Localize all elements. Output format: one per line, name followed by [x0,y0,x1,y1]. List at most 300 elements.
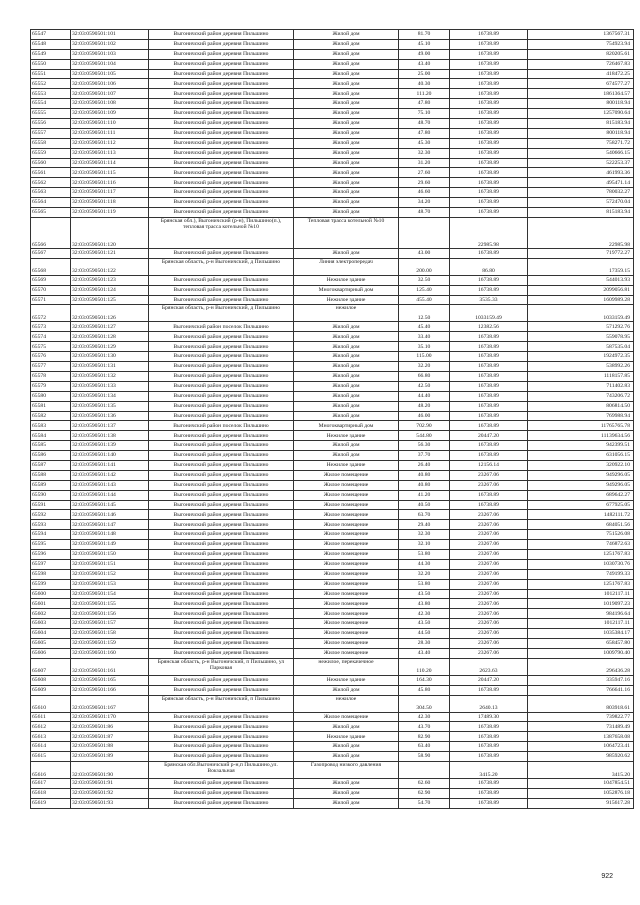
unit-value-cell: 16738.89 [450,188,528,198]
table-row [31,470,634,480]
area-cell: 46.00 [399,411,450,421]
address-cell: Выгоничский район деревня Пильшино [149,500,294,510]
cadastral-value-cell: 1009790.40 [528,648,634,658]
area-cell: 40.80 [399,480,450,490]
address-cell: Выгоничский район деревня Пильшино [149,362,294,372]
record-number-cell: 65569 [31,275,71,285]
table-row [31,779,634,789]
cadastral-value-cell: 461993.36 [528,168,634,178]
cadastral-number-cell: 32:03:0590501:123 [71,275,149,285]
area-cell: 44.40 [399,391,450,401]
cadastral-value-cell: 1033159.49 [528,305,634,322]
unit-value-cell: 16738.89 [450,342,528,352]
unit-value-cell: 16738.89 [450,401,528,411]
area-cell: 66.80 [399,371,450,381]
unit-value-cell: 23267.06 [450,599,528,609]
cadastral-number-cell: 32:03:0590501:156 [71,609,149,619]
cadastral-value-cell: 540666.15 [528,148,634,158]
cadastral-value-cell: 1387658.08 [528,732,634,742]
table-row [31,381,634,391]
address-cell: Выгоничский район деревня Пильшино [149,675,294,685]
cadastral-number-cell: 32:03:0590501:144 [71,490,149,500]
table-row [31,762,634,779]
address-cell: Выгоничский район деревня Пильшино [149,629,294,639]
object-type-cell: Жилое помещение [294,638,399,648]
table-row [31,69,634,79]
table-row [31,411,634,421]
cadastral-value-cell: 751526.08 [528,530,634,540]
unit-value-cell: 2623.63 [450,658,528,675]
address-cell: Выгоничский район деревня Пильшино [149,411,294,421]
cadastral-value-cell: 11765765.78 [528,421,634,431]
object-type-cell: Жилой дом [294,49,399,59]
unit-value-cell: 23267.06 [450,480,528,490]
table-row [31,49,634,59]
area-cell: 455.40 [399,295,450,305]
object-type-cell: Жилой дом [294,685,399,695]
unit-value-cell: 16738.89 [450,119,528,129]
object-type-cell: Нежилое здание [294,732,399,742]
address-cell: Выгоничский район деревня Пильшино [149,460,294,470]
area-cell: 29.60 [399,178,450,188]
area-cell: 53.80 [399,549,450,559]
area-cell: 28.30 [399,638,450,648]
cadastral-number-cell: 32:03:0590501:86 [71,722,149,732]
cadastral-value-cell: 522253.37 [528,158,634,168]
record-number-cell: 65558 [31,138,71,148]
object-type-cell: Нежилое здание [294,460,399,470]
cadastral-value-cell: 1035384.17 [528,629,634,639]
cadastral-number-cell: 32:03:0590501:108 [71,99,149,109]
cadastral-number-cell: 32:03:0590501:159 [71,638,149,648]
unit-value-cell: 23267.06 [450,510,528,520]
cadastral-value-cell: 985920.62 [528,752,634,762]
unit-value-cell: 16738.89 [450,275,528,285]
address-cell: Выгоничский район деревня Пильшино [149,470,294,480]
record-number-cell: 65580 [31,391,71,401]
unit-value-cell: 16738.89 [450,381,528,391]
table-row [31,99,634,109]
object-type-cell: Жилой дом [294,119,399,129]
record-number-cell: 65578 [31,371,71,381]
unit-value-cell: 16738.89 [450,128,528,138]
object-type-cell: Жилой дом [294,30,399,40]
cadastral-number-cell: 32:03:0590501:88 [71,742,149,752]
table-row [31,510,634,520]
unit-value-cell: 16738.89 [450,332,528,342]
table-row [31,39,634,49]
cadastral-value-cell: 559078.95 [528,332,634,342]
object-type-cell: Жилое помещение [294,530,399,540]
area-cell: 29.40 [399,520,450,530]
record-number-cell: 65575 [31,342,71,352]
object-type-cell: Жилое помещение [294,470,399,480]
address-cell: Выгоничский район деревня Пильшино [149,490,294,500]
cadastral-value-cell: 1118157.85 [528,371,634,381]
object-type-cell: Жилой дом [294,411,399,421]
cadastral-value-cell: 800118.94 [528,128,634,138]
cadastral-value-cell: 815183.94 [528,208,634,218]
cadastral-value-cell: 320922.10 [528,460,634,470]
cadastral-number-cell: 32:03:0590501:93 [71,798,149,808]
record-number-cell: 65601 [31,599,71,609]
object-type-cell: Жилой дом [294,779,399,789]
address-cell: Выгоничский район деревня Пильшино [149,391,294,401]
address-cell: Выгоничский район деревня Пильшино [149,138,294,148]
table-row [31,208,634,218]
area-cell: 40.30 [399,79,450,89]
address-cell: Выгоничский район деревня Пильшино [149,119,294,129]
table-row [31,119,634,129]
object-type-cell: Жилой дом [294,138,399,148]
table-row [31,128,634,138]
object-type-cell: Многоквартирный дом [294,421,399,431]
cadastral-number-cell: 32:03:0590501:89 [71,752,149,762]
unit-value-cell: 23267.06 [450,540,528,550]
cadastral-number-cell: 32:03:0590501:145 [71,500,149,510]
address-cell: Выгоничский район деревня Пильшино [149,178,294,188]
cadastral-value-cell: 1251767.83 [528,579,634,589]
record-number-cell: 65552 [31,79,71,89]
cadastral-value-cell: 1609989.28 [528,295,634,305]
object-type-cell: Жилой дом [294,752,399,762]
address-cell: Брянская область, р-н Выгоничский, д Пильшино [149,305,294,322]
record-number-cell: 65561 [31,168,71,178]
object-type-cell: Жилое помещение [294,599,399,609]
address-cell: Выгоничский район деревня Пильшино [149,332,294,342]
address-cell: Выгоничский район деревня Пильшино [149,619,294,629]
cadastral-number-cell: 32:03:0590501:154 [71,589,149,599]
unit-value-cell: 16738.89 [450,79,528,89]
record-number-cell: 65615 [31,752,71,762]
cadastral-number-cell: 32:03:0590501:147 [71,520,149,530]
object-type-cell: Жилое помещение [294,500,399,510]
cadastral-number-cell: 32:03:0590501:104 [71,59,149,69]
cadastral-value-cell: 1861364.57 [528,89,634,99]
unit-value-cell: 16738.89 [450,685,528,695]
record-number-cell: 65572 [31,305,71,322]
table-row [31,148,634,158]
unit-value-cell: 16738.89 [450,39,528,49]
cadastral-number-cell: 32:03:0590501:132 [71,371,149,381]
cadastral-value-cell: 1251767.83 [528,549,634,559]
cadastral-value-cell: 3415.20 [528,762,634,779]
cadastral-number-cell: 32:03:0590501:120 [71,217,149,248]
cadastral-number-cell: 32:03:0590501:91 [71,779,149,789]
object-type-cell: Жилой дом [294,391,399,401]
cadastral-number-cell: 32:03:0590501:90 [71,762,149,779]
cadastral-value-cell: 803918.61 [528,695,634,712]
table-row [31,342,634,352]
record-number-cell: 65619 [31,798,71,808]
cadastral-number-cell: 32:03:0590501:128 [71,332,149,342]
address-cell: Выгоничский район деревня Пильшино [149,638,294,648]
object-type-cell: Жилой дом [294,109,399,119]
address-cell: Выгоничский район деревня Пильшино [149,79,294,89]
area-cell: 45.40 [399,322,450,332]
area-cell: 44.50 [399,629,450,639]
area-cell: 164.30 [399,675,450,685]
cadastral-value-cell: 538992.26 [528,362,634,372]
area-cell: 42.30 [399,712,450,722]
address-cell: Выгоничский район деревня Пильшино [149,779,294,789]
address-cell: Брянская область, р-н Выгоничский, п Пильшино [149,695,294,712]
address-cell: Выгоничский район деревня Пильшино [149,441,294,451]
area-cell: 43.70 [399,722,450,732]
address-cell: Брянская область, р-н Выгоничский, д Пильшино [149,258,294,275]
address-cell: Выгоничский район деревня Пильшино [149,371,294,381]
object-type-cell: Жилой дом [294,158,399,168]
cadastral-value-cell: 2099056.81 [528,285,634,295]
page-number: 922 [601,873,613,880]
area-cell: 702.90 [399,421,450,431]
object-type-cell: Жилое помещение [294,712,399,722]
record-number-cell: 65582 [31,411,71,421]
table-row [31,158,634,168]
unit-value-cell: 23267.06 [450,619,528,629]
table-row [31,629,634,639]
unit-value-cell: 16738.89 [450,371,528,381]
table-row [31,451,634,461]
area-cell: 32.20 [399,362,450,372]
unit-value-cell: 23267.06 [450,530,528,540]
area-cell: 26.40 [399,460,450,470]
table-body [31,30,634,809]
unit-value-cell: 23267.06 [450,589,528,599]
address-cell: Выгоничский район деревня Пильшино [149,30,294,40]
record-number-cell: 65570 [31,285,71,295]
cadastral-value-cell: 754923.94 [528,39,634,49]
address-cell: Выгоничский район деревня Пильшино [149,285,294,295]
object-type-cell: Жилое помещение [294,510,399,520]
table-row [31,712,634,722]
table-row [31,798,634,808]
area-cell: 62.60 [399,779,450,789]
address-cell: Выгоничский район деревня Пильшино [149,648,294,658]
object-type-cell: Жилой дом [294,722,399,732]
record-number-cell: 65579 [31,381,71,391]
cadastral-value-cell: 719772.27 [528,248,634,258]
record-number-cell: 65571 [31,295,71,305]
unit-value-cell: 23267.06 [450,629,528,639]
record-number-cell: 65559 [31,148,71,158]
object-type-cell: Жилой дом [294,178,399,188]
unit-value-cell: 23267.06 [450,559,528,569]
unit-value-cell: 16738.89 [450,421,528,431]
cadastral-value-cell: 631056.15 [528,451,634,461]
table-row [31,722,634,732]
unit-value-cell: 20447.20 [450,431,528,441]
table-row [31,89,634,99]
cadastral-value-cell: 1019097.23 [528,599,634,609]
object-type-cell: Газопровод низкого давления [294,762,399,779]
area-cell: 37.70 [399,451,450,461]
cadastral-value-cell: 766641.16 [528,685,634,695]
unit-value-cell: 2640.13 [450,695,528,712]
object-type-cell: Жилой дом [294,168,399,178]
object-type-cell: Жилой дом [294,332,399,342]
unit-value-cell: 16738.89 [450,138,528,148]
address-cell: Выгоничский район деревня Пильшино [149,798,294,808]
unit-value-cell: 16738.89 [450,451,528,461]
cadastral-value-cell: 749199.33 [528,569,634,579]
record-number-cell: 65554 [31,99,71,109]
object-type-cell: Жилое помещение [294,520,399,530]
table-row [31,638,634,648]
record-number-cell: 65551 [31,69,71,79]
object-type-cell: Жилой дом [294,39,399,49]
table-row [31,675,634,685]
area-cell: 47.80 [399,99,450,109]
object-type-cell: Жилой дом [294,401,399,411]
cadastral-number-cell: 32:03:0590501:141 [71,460,149,470]
table-row [31,59,634,69]
cadastral-number-cell: 32:03:0590501:165 [71,675,149,685]
object-type-cell: Жилой дом [294,248,399,258]
table-row [31,138,634,148]
table-row [31,401,634,411]
table-row [31,421,634,431]
record-number-cell: 65568 [31,258,71,275]
cadastral-number-cell: 32:03:0590501:150 [71,549,149,559]
table-row [31,168,634,178]
address-cell: Выгоничский район деревня Пильшино [149,188,294,198]
address-cell: Брянская область, р-н Выгоничский, п Пильшино, ул Парковая [149,658,294,675]
address-cell: Выгоничский район деревня Пильшино [149,381,294,391]
record-number-cell: 65574 [31,332,71,342]
unit-value-cell: 16738.89 [450,285,528,295]
object-type-cell: Жилой дом [294,59,399,69]
cadastral-value-cell: 984196.64 [528,609,634,619]
object-type-cell: Жилой дом [294,441,399,451]
unit-value-cell: 23267.06 [450,638,528,648]
object-type-cell: Жилой дом [294,208,399,218]
table-row [31,540,634,550]
record-number-cell: 65549 [31,49,71,59]
cadastral-number-cell: 32:03:0590501:121 [71,248,149,258]
cadastral-value-cell: 1482111.72 [528,510,634,520]
area-cell: 125.40 [399,285,450,295]
object-type-cell: Жилой дом [294,381,399,391]
area-cell: 31.20 [399,158,450,168]
record-number-cell: 65596 [31,549,71,559]
cadastral-number-cell: 32:03:0590501:143 [71,480,149,490]
record-number-cell: 65608 [31,675,71,685]
area-cell: 304.50 [399,695,450,712]
cadastral-number-cell: 32:03:0590501:148 [71,530,149,540]
unit-value-cell: 17489.30 [450,712,528,722]
cadastral-number-cell: 32:03:0590501:138 [71,431,149,441]
record-number-cell: 65611 [31,712,71,722]
table-row [31,248,634,258]
unit-value-cell: 12382.56 [450,322,528,332]
cadastral-number-cell: 32:03:0590501:135 [71,401,149,411]
cadastral-number-cell: 32:03:0590501:117 [71,188,149,198]
table-row [31,371,634,381]
table-row [31,579,634,589]
area-cell: 43.40 [399,59,450,69]
record-number-cell: 65594 [31,530,71,540]
record-number-cell: 65567 [31,248,71,258]
table-row [31,188,634,198]
record-number-cell: 65566 [31,217,71,248]
table-row [31,658,634,675]
address-cell: Выгоничский район деревня Пильшино [149,89,294,99]
unit-value-cell: 22985.98 [450,217,528,248]
object-type-cell: Жилое помещение [294,629,399,639]
object-type-cell: Жилой дом [294,798,399,808]
cadastral-value-cell: 1047854.51 [528,779,634,789]
cadastral-value-cell: 587535.04 [528,342,634,352]
record-number-cell: 65565 [31,208,71,218]
unit-value-cell: 16738.89 [450,732,528,742]
table-row [31,520,634,530]
cadastral-number-cell: 32:03:0590501:127 [71,322,149,332]
record-number-cell: 65586 [31,451,71,461]
record-number-cell: 65550 [31,59,71,69]
table-row [31,530,634,540]
table-row [31,285,634,295]
area-cell: 43.00 [399,248,450,258]
cadastral-number-cell: 32:03:0590501:136 [71,411,149,421]
property-register-table [30,29,634,809]
cadastral-number-cell: 32:03:0590501:110 [71,119,149,129]
table-row [31,609,634,619]
unit-value-cell: 16738.89 [450,30,528,40]
area-cell: 32.10 [399,540,450,550]
cadastral-number-cell: 32:03:0590501:149 [71,540,149,550]
cadastral-value-cell: 769988.94 [528,411,634,421]
record-number-cell: 65590 [31,490,71,500]
table-row [31,695,634,712]
record-number-cell: 65563 [31,188,71,198]
area-cell: 75.10 [399,109,450,119]
object-type-cell: Жилой дом [294,371,399,381]
cadastral-value-cell: 544013.93 [528,275,634,285]
table-row [31,732,634,742]
record-number-cell: 65613 [31,732,71,742]
cadastral-value-cell: 1012117.11 [528,619,634,629]
unit-value-cell: 1033159.49 [450,305,528,322]
cadastral-value-cell: 689642.27 [528,490,634,500]
unit-value-cell: 16738.89 [450,248,528,258]
cadastral-number-cell: 32:03:0590501:139 [71,441,149,451]
object-type-cell: Жилое помещение [294,549,399,559]
record-number-cell: 65585 [31,441,71,451]
cadastral-value-cell: 571292.76 [528,322,634,332]
table-row [31,217,634,248]
address-cell: Выгоничский район деревня Пильшино [149,712,294,722]
cadastral-number-cell: 32:03:0590501:111 [71,128,149,138]
record-number-cell: 65589 [31,480,71,490]
cadastral-number-cell: 32:03:0590501:109 [71,109,149,119]
record-number-cell: 65583 [31,421,71,431]
cadastral-value-cell: 711402.83 [528,381,634,391]
table-row [31,305,634,322]
unit-value-cell: 16738.89 [450,441,528,451]
cadastral-value-cell: 726467.83 [528,59,634,69]
unit-value-cell: 16738.89 [450,178,528,188]
object-type-cell: Жилой дом [294,451,399,461]
area-cell: 48.20 [399,401,450,411]
address-cell: Выгоничский район деревня Пильшино [149,549,294,559]
object-type-cell: Жилое помещение [294,579,399,589]
cadastral-value-cell: 780032.27 [528,188,634,198]
table-row [31,109,634,119]
object-type-cell: Жилой дом [294,148,399,158]
record-number-cell: 65614 [31,742,71,752]
cadastral-number-cell: 32:03:0590501:131 [71,362,149,372]
